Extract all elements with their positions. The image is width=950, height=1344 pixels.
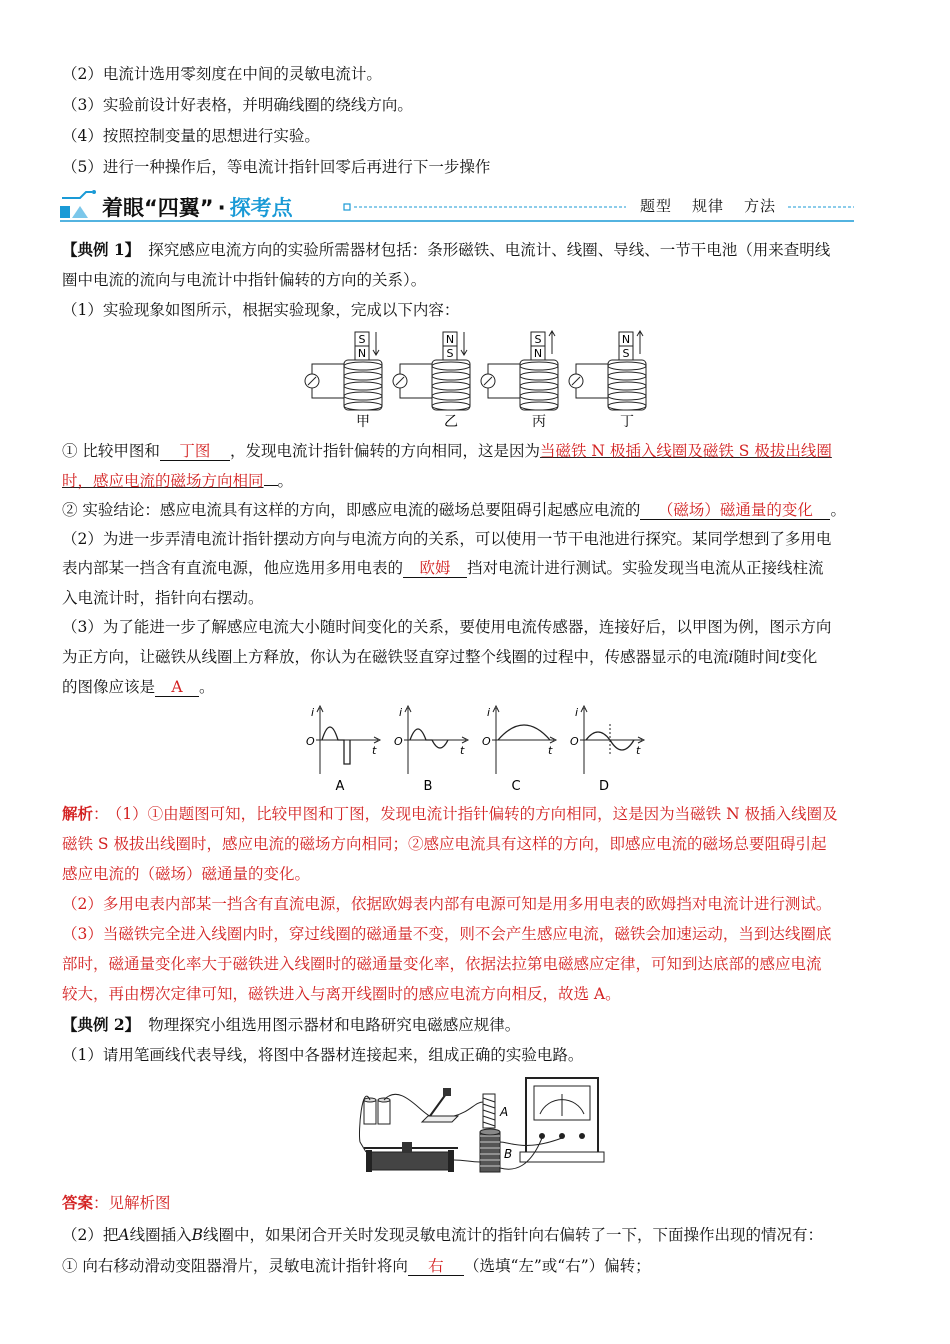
current-curve (410, 729, 448, 748)
rheostat-icon (364, 1142, 458, 1172)
ex2-q1: （1）请用笔画线代表导线，将图中各器材连接起来，组成正确的实验电路。 (62, 1046, 584, 1064)
axis-label: t (372, 744, 377, 757)
list-item: （3）实验前设计好表格，并明确线圈的绕线方向。 (62, 96, 413, 114)
magnet-pole-label: S (358, 333, 366, 346)
ex1-q1a: ① 比较甲图和 丁图 ，发现电流计指针偏转的方向相同，这是因为当磁铁 N 极插入线圈及磁铁 S 极拔出线圈 (62, 442, 832, 460)
graph-option-label: D (598, 779, 610, 794)
coil-caption: 乙 (444, 414, 458, 430)
axis-label: O (570, 735, 579, 748)
magnet-pole-label: N (621, 333, 631, 346)
current-time-graph (306, 706, 380, 794)
arrow-down-icon (373, 332, 379, 355)
ex1-q3: （3）为了能进一步了解感应电流大小随时间变化的关系，要使用电流传感器，连接好后，以甲图为例，图示方向 (62, 618, 832, 636)
list-item: （4）按照控制变量的思想进行实验。 (62, 127, 320, 145)
coil-caption: 丁 (620, 414, 634, 430)
ex1-q1b: ② 实验结论：感应电流具有这样的方向，即感应电流的磁场总要阻碍引起感应电流的 （磁场）磁通量的变化 。 (62, 501, 846, 519)
axis-label: t (460, 744, 465, 757)
section-title: 着眼“四翼” · 探考点 (102, 196, 293, 220)
answer-blank: （磁场）磁通量的变化 (640, 501, 830, 520)
ex1-q3-cont: 为正方向，让磁铁从线圈上方释放，你认为在磁铁竖直穿过整个线圈的过程中，传感器显示的电流i随时间t变化 (62, 648, 818, 666)
current-time-graph (570, 706, 644, 794)
coil-b-label: B (504, 1147, 513, 1161)
magnet-pole-label: N (533, 347, 543, 360)
current-curve (498, 725, 550, 740)
arrow-down-icon (461, 332, 467, 355)
ex1-q1: （1）实验现象如图所示，根据实验现象，完成以下内容： (62, 301, 460, 319)
axis-label: i (311, 706, 315, 719)
axis-label: O (306, 735, 315, 748)
answer-text: 时，感应电流的磁场方向相同 (62, 472, 264, 490)
solution-line: （3）当磁铁完全进入线圈内时，穿过线圈的磁通量不变，则不会产生感应电流，磁铁会加速运动，当到达线圈底 (62, 925, 832, 943)
magnet-pole-label: N (357, 347, 367, 360)
ex1-q1a-cont: 时，感应电流的磁场方向相同 。 (62, 472, 294, 490)
ex2-q2a: ① 向右移动滑动变阻器滑片，灵敏电流计指针将向 右 （选填“左”或“右”）偏转； (62, 1257, 651, 1275)
current-curve (322, 727, 350, 764)
answer-blank: 丁图 (160, 442, 230, 461)
ex1-intro: 【典例 1】 探究感应电流方向的实验所需器材包括：条形磁铁、电流计、线圈、导线、一节干电池（用来查明线 (62, 240, 831, 259)
magnet-pole-label: S (446, 347, 454, 360)
solution-line: 较大，再由楞次定律可知，磁铁进入与离开线圈时的感应电流方向相反，故选 A。 (62, 985, 621, 1003)
current-time-graph (482, 706, 556, 794)
axis-label: O (394, 735, 403, 748)
coil-experiment-diagram (300, 328, 650, 432)
coil-a-icon (483, 1094, 495, 1128)
apparatus-diagram (350, 1072, 610, 1184)
coil-caption: 丙 (532, 414, 546, 430)
ex2-answer: 答案：见解析图 (62, 1193, 171, 1212)
list-item: （5）进行一种操作后，等电流计指针回零后再进行下一步操作 (62, 158, 491, 176)
solution-line: 磁铁 S 极拔出线圈时，感应电流的磁场方向相同；②感应电流具有这样的方向，即感应电流的磁场总要阻碍引起 (62, 835, 827, 853)
coil-setup (481, 331, 558, 430)
ex2-q2: （2）把A线圈插入B线圈中，如果闭合开关时发现灵敏电流计的指针向右偏转了一下，下面操作出现的情况有： (62, 1226, 823, 1244)
coil-setup (393, 332, 470, 430)
ex2-intro: 【典例 2】 物理探究小组选用图示器材和电路研究电磁感应规律。 (62, 1015, 521, 1034)
current-time-graphs (300, 704, 650, 798)
axis-label: t (548, 744, 553, 757)
coil-setup (305, 332, 382, 430)
graph-option-label: A (335, 779, 345, 794)
battery-icon (364, 1098, 390, 1124)
axis-label: i (487, 706, 491, 719)
ex1-intro-cont: 圈中电流的流向与电流计中指针偏转的方向的关系）。 (62, 271, 427, 289)
solution-line: 解析： （1）①由题图可知，比较甲图和丁图，发现电流计指针偏转的方向相同，这是因为当磁铁 N 极插入线圈及 (62, 804, 838, 823)
answer-text: 当磁铁 N 极插入线圈及磁铁 S 极拔出线圈 (539, 442, 832, 460)
magnet-pole-label: S (622, 347, 630, 360)
answer-blank: 欧姆 (403, 559, 467, 578)
axis-label: i (399, 706, 403, 719)
magnet-pole-label: S (534, 333, 542, 346)
ex1-q2-cont: 表内部某一挡含有直流电源，他应选用多用电表的 欧姆 挡对电流计进行测试。实验发现当电流从正接线柱流 (62, 559, 824, 577)
current-time-graph (394, 706, 468, 794)
axis-label: O (482, 735, 491, 748)
graph-option-label: C (511, 779, 521, 794)
answer-blank: 右 (408, 1257, 464, 1276)
coil-a-label: A (500, 1105, 509, 1119)
ex1-q2-cont2: 入电流计时，指针向右摆动。 (62, 589, 264, 607)
coil-b-icon (480, 1129, 500, 1172)
axis-label: i (575, 706, 579, 719)
list-item: （2）电流计选用零刻度在中间的灵敏电流计。 (62, 65, 382, 83)
arrow-up-icon (637, 331, 643, 354)
section-tags: 题型 规律 方法 (640, 197, 777, 215)
solution-line: （2）多用电表内部某一挡含有直流电源，依据欧姆表内部有电源可知是用多用电表的欧姆挡对电流计进行测试。 (62, 895, 832, 913)
ex1-q2: （2）为进一步弄清电流计指针摆动方向与电流方向的关系，可以使用一节干电池进行探究。某同学想到了多用电 (62, 530, 832, 548)
answer-blank: A (155, 678, 199, 697)
magnet-pole-label: N (445, 333, 455, 346)
coil-setup (569, 331, 646, 430)
solution-line: 部时，磁通量变化率大于磁铁进入线圈时的磁通量变化率，依据法拉第电磁感应定律，可知到达底部的感应电流 (62, 955, 822, 973)
arrow-up-icon (549, 331, 555, 354)
graph-option-label: B (423, 779, 433, 794)
switch-icon (422, 1088, 458, 1122)
axis-label: t (636, 744, 641, 757)
coil-caption: 甲 (356, 414, 370, 430)
ex1-q3-cont2: 的图像应该是 A 。 (62, 678, 215, 696)
solution-line: 感应电流的（磁场）磁通量的变化。 (62, 865, 311, 883)
section-header (58, 190, 858, 226)
galvanometer-icon (520, 1078, 604, 1162)
